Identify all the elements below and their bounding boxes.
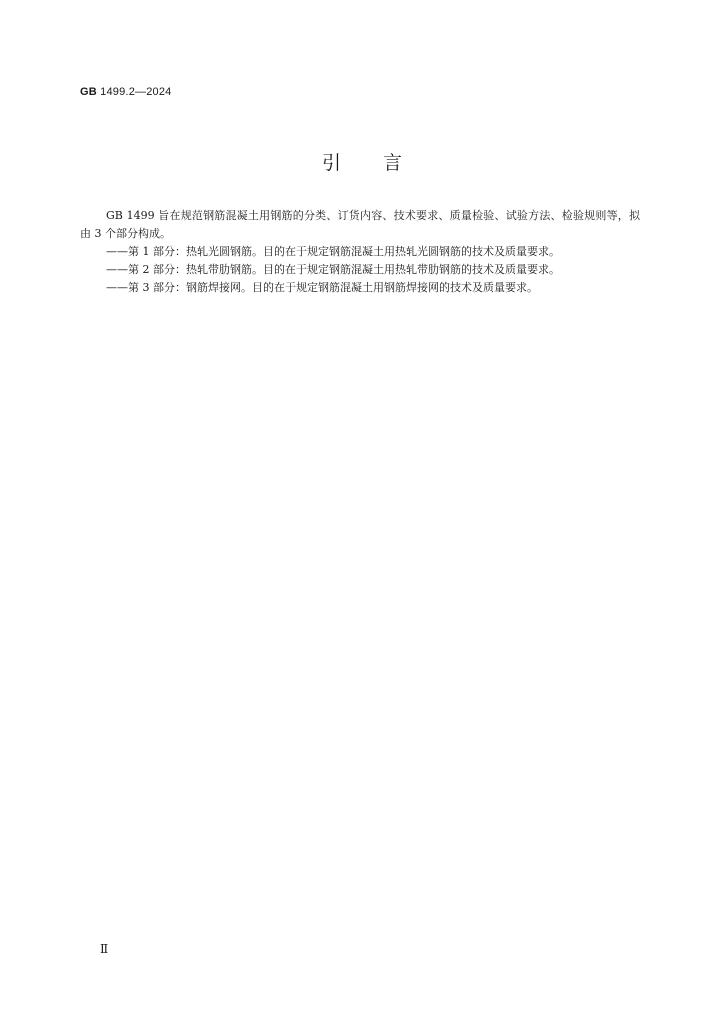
list-item-part-1: ——第 1 部分：热轧光圆钢筋。目的在于规定钢筋混凝土用热轧光圆钢筋的技术及质量要求。 <box>106 245 560 258</box>
standard-prefix: GB <box>80 86 97 98</box>
body-text <box>80 207 640 297</box>
document-header <box>80 86 171 98</box>
list-item-part-2: ——第 2 部分：热轧带肋钢筋。目的在于规定钢筋混凝土用热轧带肋钢筋的技术及质量要求。 <box>106 263 560 276</box>
page-number: Ⅱ <box>100 942 109 956</box>
standard-code: 1499.2—2024 <box>96 86 172 98</box>
intro-paragraph: GB 1499 旨在规范钢筋混凝土用钢筋的分类、订货内容、技术要求、质量检验、试验方法、检验规则等，拟由 3 个部分构成。 <box>80 209 640 240</box>
list-item-part-3: ——第 3 部分：钢筋焊接网。目的在于规定钢筋混凝土用钢筋焊接网的技术及质量要求。 <box>106 281 538 294</box>
section-title: 引言 <box>321 152 444 174</box>
